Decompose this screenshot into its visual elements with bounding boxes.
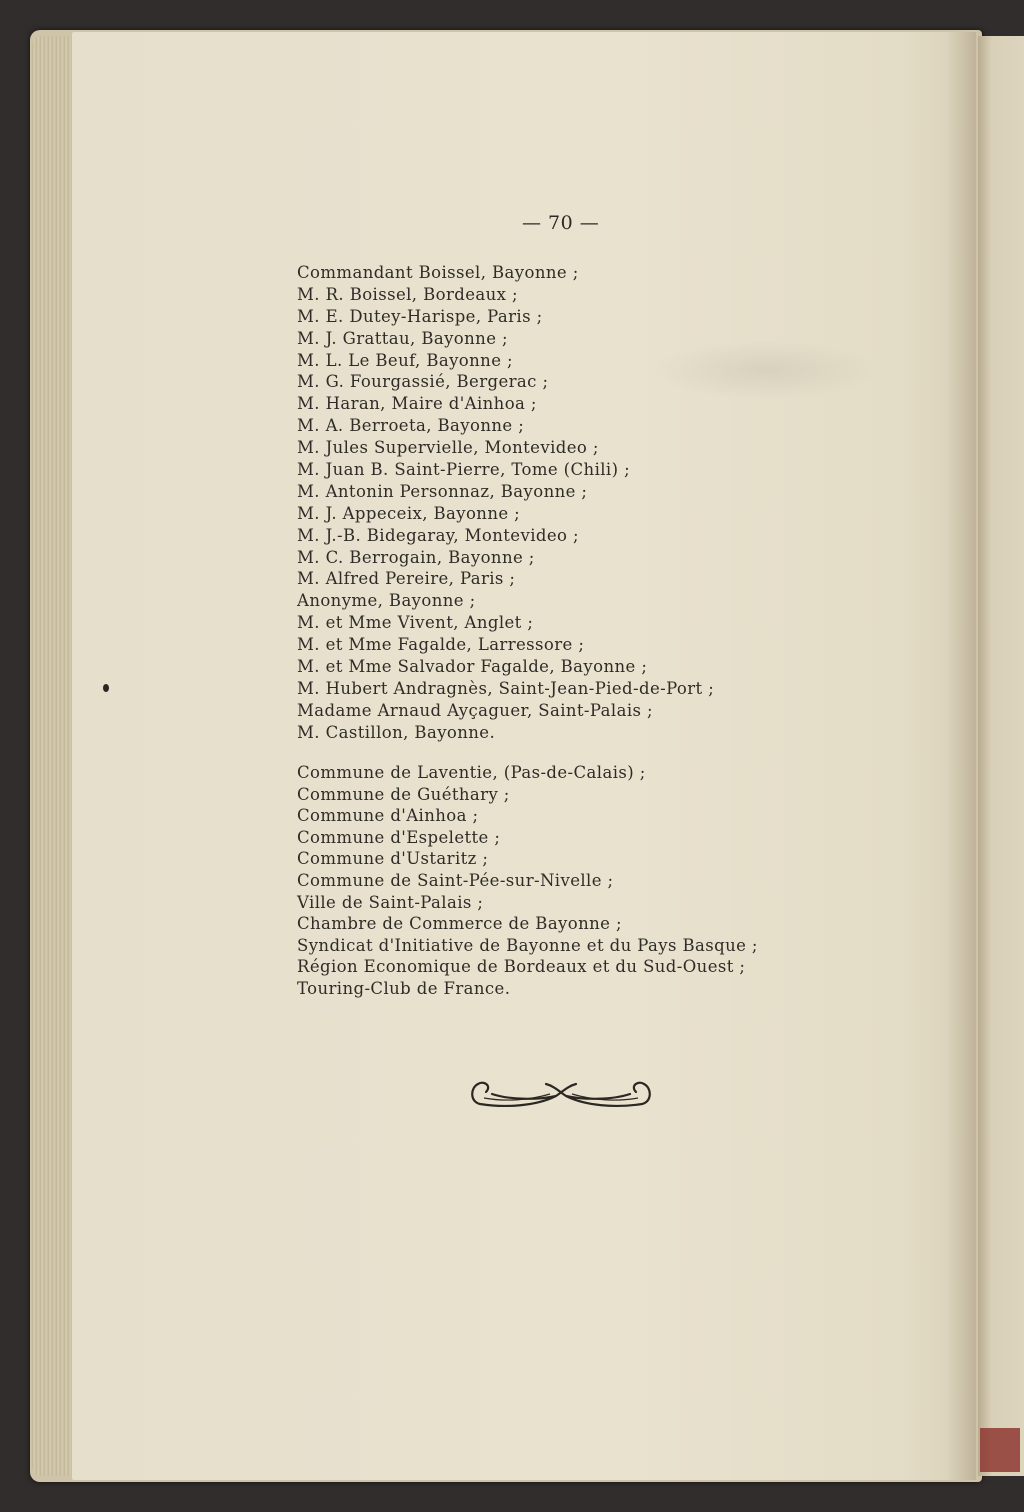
- list-item: M. Hubert Andragnès, Saint-Jean-Pied-de-Port ;: [297, 678, 715, 698]
- list-item: M. Alfred Pereire, Paris ;: [297, 569, 516, 589]
- list-item: M. Castillon, Bayonne.: [297, 722, 496, 742]
- list-item: Commune de Laventie, (Pas-de-Calais) ;: [297, 763, 646, 782]
- list-item: Touring-Club de France.: [297, 978, 511, 998]
- ink-speck: [103, 684, 109, 692]
- list-item: M. Haran, Maire d'Ainhoa ;: [297, 394, 537, 414]
- list-item: Chambre de Commerce de Bayonne ;: [297, 914, 622, 934]
- facing-page-edge: [978, 36, 1024, 1476]
- list-item: M. et Mme Vivent, Anglet ;: [297, 613, 534, 633]
- book-page: [72, 32, 976, 1480]
- list-item: M. Jules Supervielle, Montevideo ;: [297, 438, 599, 458]
- list-item: M. J. Grattau, Bayonne ;: [297, 328, 508, 348]
- list-item: M. R. Boissel, Bordeaux ;: [297, 284, 518, 304]
- list-item: M. et Mme Fagalde, Larressore ;: [297, 635, 585, 655]
- list-item: M. J. Appeceix, Bayonne ;: [297, 503, 521, 523]
- list-item: M. Antonin Personnaz, Bayonne ;: [297, 481, 588, 501]
- list-item: M. L. Le Beuf, Bayonne ;: [297, 350, 513, 370]
- list-item: M. C. Berrogain, Bayonne ;: [297, 547, 535, 567]
- list-item: M. Juan B. Saint-Pierre, Tome (Chili) ;: [297, 460, 631, 480]
- list-item: Ville de Saint-Palais ;: [297, 892, 484, 912]
- list-item: Anonyme, Bayonne ;: [297, 591, 476, 611]
- list-item: M. et Mme Salvador Fagalde, Bayonne ;: [297, 657, 648, 677]
- list-item: M. E. Dutey-Harispe, Paris ;: [297, 306, 543, 326]
- list-item: Commune d'Espelette ;: [297, 827, 501, 847]
- list-item: Commune d'Ustaritz ;: [297, 849, 489, 869]
- decorative-ornament: [466, 1072, 656, 1116]
- page-number: — 70 —: [522, 212, 600, 234]
- donor-list-individuals: [297, 262, 817, 744]
- spine-shadow: [946, 32, 976, 1480]
- donor-list-institutions: [297, 762, 817, 1000]
- list-item: Commandant Boissel, Bayonne ;: [297, 263, 579, 282]
- list-item: M. A. Berroeta, Bayonne ;: [297, 416, 525, 436]
- list-item: M. J.-B. Bidegaray, Montevideo ;: [297, 525, 579, 545]
- list-item: Syndicat d'Initiative de Bayonne et du Pays Basque ;: [297, 935, 758, 955]
- facing-page-tab: [980, 1428, 1020, 1472]
- list-item: Commune de Guéthary ;: [297, 784, 510, 804]
- list-item: Commune de Saint-Pée-sur-Nivelle ;: [297, 870, 614, 890]
- list-item: Commune d'Ainhoa ;: [297, 806, 479, 826]
- list-item: Région Economique de Bordeaux et du Sud-Ouest ;: [297, 957, 746, 977]
- list-item: M. G. Fourgassié, Bergerac ;: [297, 372, 549, 392]
- list-item: Madame Arnaud Ayçaguer, Saint-Palais ;: [297, 700, 653, 720]
